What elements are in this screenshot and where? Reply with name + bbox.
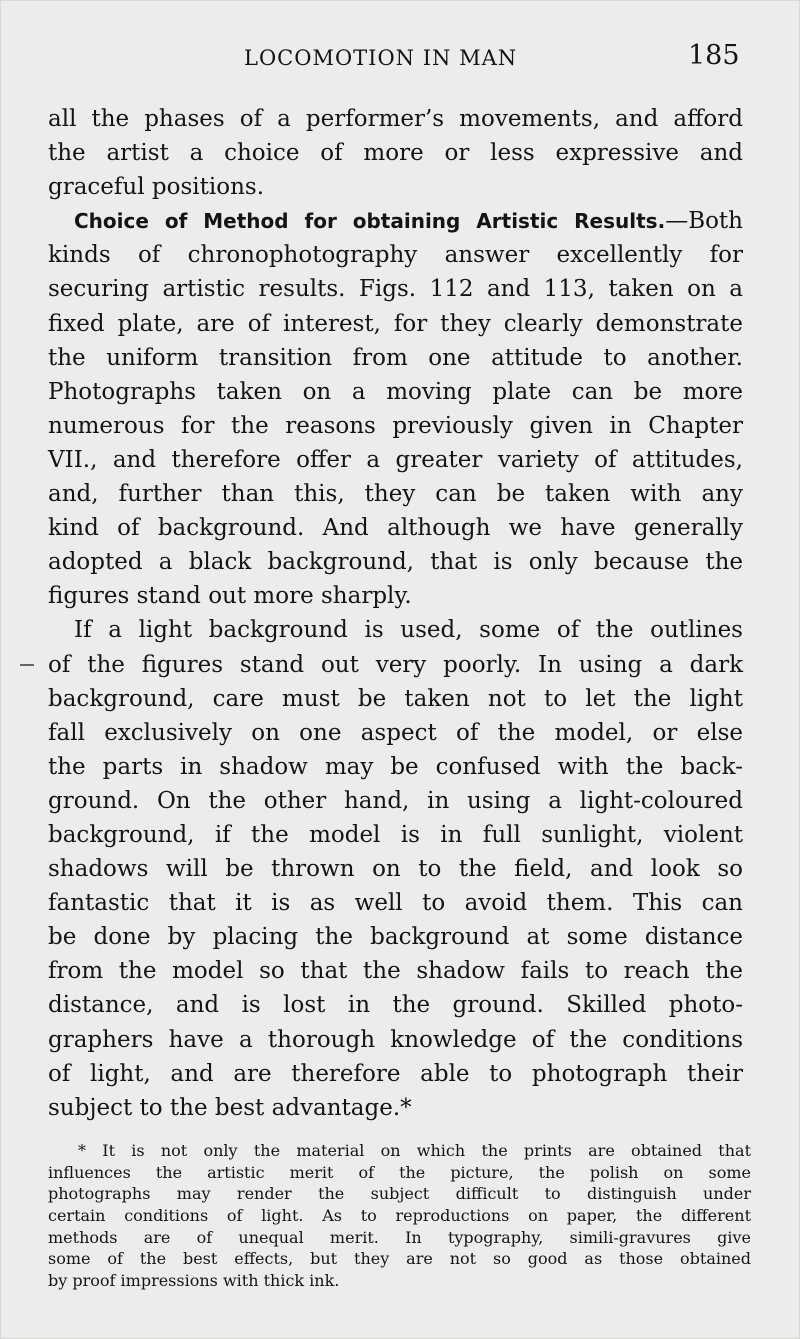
- footnote-line: certain conditions of light. As to reproductions on paper, the different: [48, 1206, 751, 1226]
- text-line: kinds of chronophotography answer excellently for: [48, 242, 743, 269]
- margin-mark: [20, 664, 34, 666]
- footnote-line: methods are of unequal merit. In typography, simili-gravures give: [48, 1227, 751, 1247]
- text-line: fall exclusively on one aspect of the model, or else: [48, 719, 743, 746]
- text-line: subject to the best advantage.*: [48, 1094, 412, 1121]
- text-line: kind of background. And although we have generally: [48, 515, 743, 542]
- text-line: fantastic that it is as well to avoid them. This can: [48, 890, 743, 917]
- text-line: shadows will be thrown on to the field, and look so: [48, 856, 743, 883]
- body-text: [48, 102, 743, 1125]
- footnote-line: by proof impressions with thick ink.: [48, 1271, 340, 1291]
- text-line: and, further than this, they can be taken with any: [48, 481, 743, 508]
- text-line: If a light background is used, some of the outlines: [74, 617, 743, 644]
- text-line: securing artistic results. Figs. 112 and 113, taken on a: [48, 276, 743, 303]
- text-line: ground. On the other hand, in using a light-coloured: [48, 787, 743, 814]
- text-line: all the phases of a performer’s movements, and afford: [48, 106, 743, 132]
- text-line: fixed plate, are of interest, for they clearly demonstrate: [48, 310, 743, 337]
- section-heading-tail: —Both: [665, 208, 743, 235]
- text-line: VII., and therefore offer a greater variety of attitudes,: [48, 446, 743, 473]
- section-heading-line: [48, 204, 743, 238]
- footnote-line: influences the artistic merit of the picture, the polish on some: [48, 1162, 751, 1182]
- running-title: LOCOMOTION IN MAN: [244, 46, 518, 70]
- text-line: background, if the model is in full sunlight, violent: [48, 821, 743, 848]
- text-line: background, care must be taken not to let the light: [48, 685, 743, 712]
- text-line: figures stand out more sharply.: [48, 583, 412, 610]
- text-line: of the figures stand out very poorly. In using a dark: [48, 651, 743, 678]
- text-line: graphers have a thorough knowledge of the conditions: [48, 1026, 743, 1053]
- text-line: numerous for the reasons previously given in Chapter: [48, 412, 743, 439]
- running-head: [0, 40, 800, 80]
- footnote-line: photographs may render the subject difficult to distinguish under: [48, 1184, 751, 1204]
- text-line: the artist a choice of more or less expressive and: [48, 140, 743, 167]
- text-line: from the model so that the shadow fails to reach the: [48, 958, 743, 985]
- text-line: the parts in shadow may be confused with the back-: [48, 753, 743, 780]
- text-line: of light, and are therefore able to photograph their: [48, 1060, 743, 1087]
- footnote-line: some of the best effects, but they are not so good as those obtained: [48, 1249, 751, 1269]
- text-line: distance, and is lost in the ground. Skilled photo-: [48, 992, 743, 1019]
- footnote: [48, 1140, 751, 1292]
- text-line: graceful positions.: [48, 174, 265, 201]
- page-number: 185: [688, 40, 740, 71]
- text-line: be done by placing the background at some distance: [48, 924, 743, 951]
- text-line: Photographs taken on a moving plate can be more: [48, 378, 743, 405]
- text-line: the uniform transition from one attitude to another.: [48, 344, 743, 371]
- section-heading: Choice of Method for obtaining Artistic Results.: [74, 209, 666, 234]
- text-line: adopted a black background, that is only because the: [48, 549, 743, 576]
- footnote-line: * It is not only the material on which the prints are obtained that: [78, 1141, 751, 1160]
